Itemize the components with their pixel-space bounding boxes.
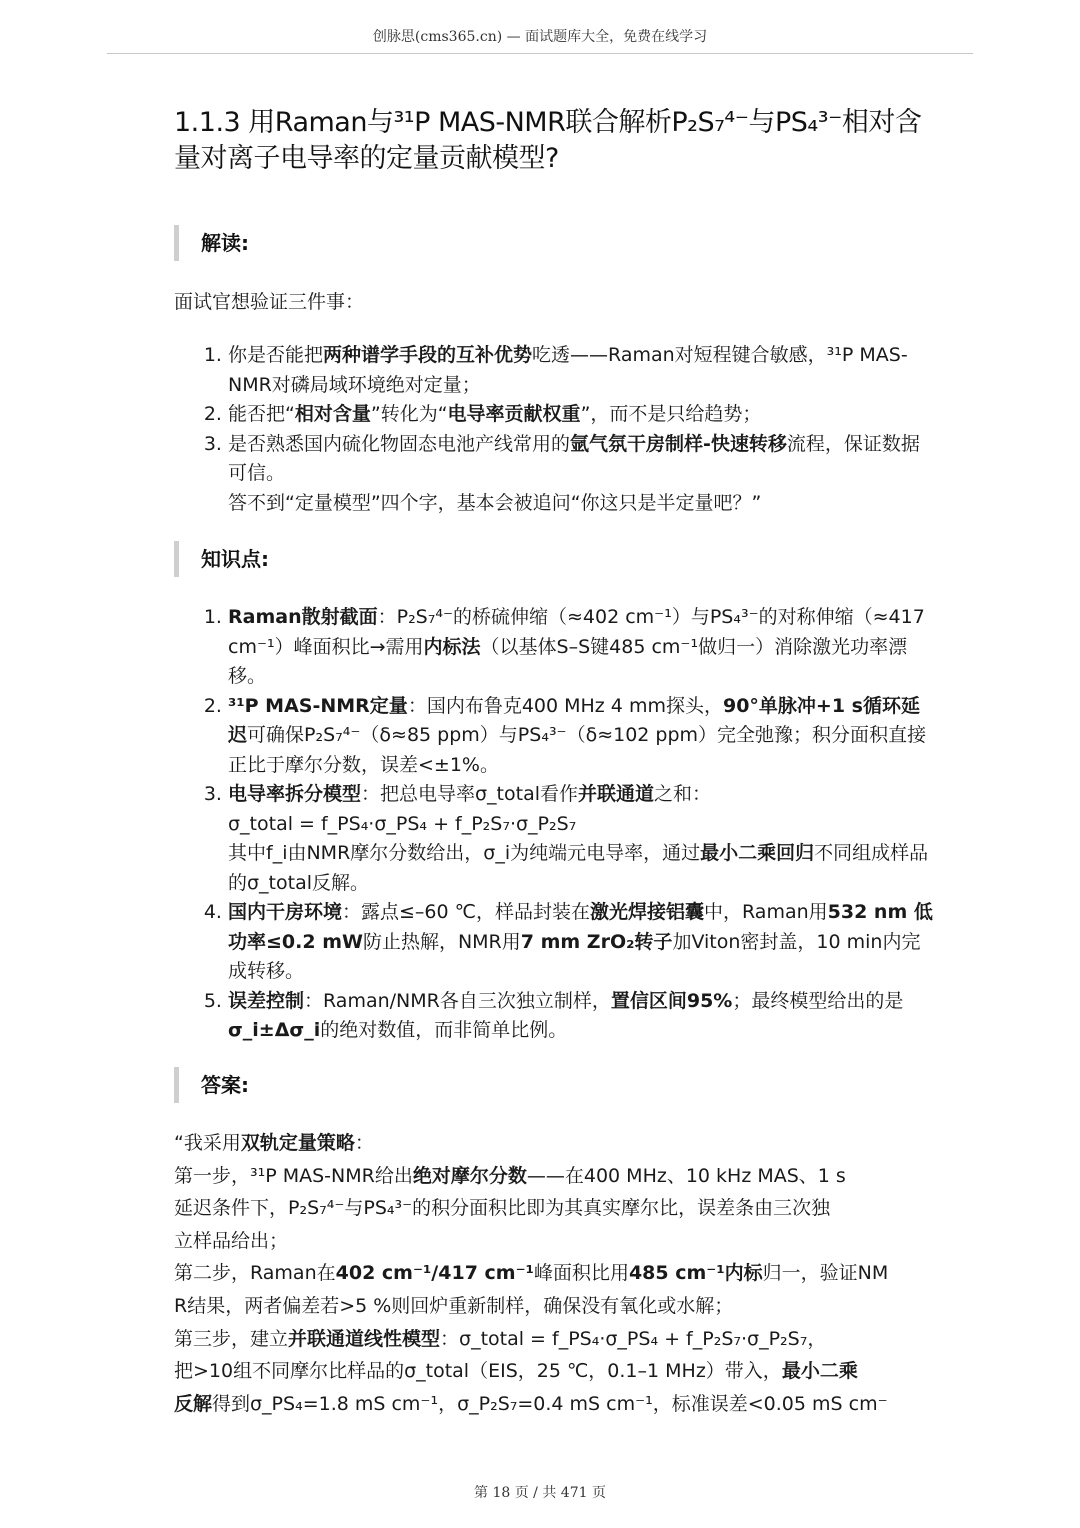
list-item: 1. 你是否能把两种谱学手段的互补优势吃透——Raman对短程键合敏感，³¹P MAS-NMR对磷局域环境绝对定量； (228, 341, 938, 400)
answer-body (174, 1127, 934, 1420)
document-body (174, 105, 934, 1415)
page-header: 创脉思(cms365.cn) — 面试题库大全，免费在线学习 (372, 29, 708, 45)
answer-line: R结果，两者偏差若>5 %则回炉重新制样，确保没有氧化或水解； (174, 1294, 734, 1317)
page-number: 第 18 页 / 共 471 页 (474, 1485, 606, 1501)
list-item: 2. ³¹P MAS-NMR定量：国内布鲁克400 MHz 4 mm探头，90°单脉冲+1 s循环延迟可确保P₂S₇⁴⁻（δ≈85 ppm）与PS₄³⁻（δ≈102 ppm）完全弛豫；积分面积直接正比于摩尔分数，误差<±1%。 (228, 692, 938, 781)
list-item: 4. 国内干房环境：露点≤–60 ℃，样品封装在激光焊接铝囊中，Raman用532 nm 低功率≤0.2 mW防止热解，NMR用7 mm ZrO₂转子加Viton密封盖，10 min内完成转移。 (228, 898, 938, 987)
section-heading-interpretation: 解读: (174, 225, 249, 261)
question-title: 1.1.3 用Raman与³¹P MAS-NMR联合解析P₂S₇⁴⁻与PS₄³⁻相对含量对离子电导率的定量贡献模型? (174, 107, 922, 174)
interpretation-list (174, 341, 938, 518)
knowledge-list (174, 603, 938, 1046)
header-divider (107, 53, 973, 54)
list-item: 1. Raman散射截面：P₂S₇⁴⁻的桥硫伸缩（≈402 cm⁻¹）与PS₄³⁻的对称伸缩（≈417 cm⁻¹）峰面积比→需用内标法（以基体S–S键485 cm⁻¹做归一）消除激光功率漂移。 (228, 603, 938, 692)
answer-line: 第二步，Raman在402 cm⁻¹/417 cm⁻¹峰面积比用485 cm⁻¹内标归一，验证NM (174, 1262, 889, 1285)
answer-line: 第一步，³¹P MAS-NMR给出绝对摩尔分数——在400 MHz、10 kHz MAS、1 s (174, 1164, 846, 1187)
answer-line: 把>10组不同摩尔比样品的σ_total（EIS，25 ℃，0.1–1 MHz）带入，最小二乘 (174, 1360, 858, 1383)
list-item: 3. 是否熟悉国内硫化物固态电池产线常用的氩气氛干房制样-快速转移流程，保证数据可信。 答不到“定量模型”四个字，基本会被追问“你这只是半定量吧？” (228, 430, 938, 519)
section-heading-answer: 答案: (174, 1067, 249, 1103)
interpretation-intro: 面试官想验证三件事： (174, 291, 365, 313)
answer-line: 第三步，建立并联通道线性模型：σ_total = f_PS₄·σ_PS₄ + f_P₂S₇·σ_P₂S₇， (174, 1327, 827, 1350)
list-item: 2. 能否把“相对含量”转化为“电导率贡献权重”，而不是只给趋势； (228, 400, 938, 430)
section-heading-knowledge: 知识点: (174, 541, 269, 577)
answer-line: 延迟条件下，P₂S₇⁴⁻与PS₄³⁻的积分面积比即为其真实摩尔比，误差条由三次独 (174, 1197, 831, 1220)
answer-line: “我采用双轨定量策略： (174, 1132, 374, 1154)
conductivity-formula: σ_total = f_PS₄·σ_PS₄ + f_P₂S₇·σ_P₂S₇ (228, 812, 577, 835)
answer-line: 立样品给出； (174, 1229, 289, 1252)
list-item: 3. 电导率拆分模型：把总电导率σ_total看作并联通道之和： σ_total = f_PS₄·σ_PS₄ + f_P₂S₇·σ_P₂S₇ 其中f_i由NMR摩尔分数给出，σ_i为纯端元电导率，通过最小二乘回归不同组成样品的σ_total反解。 (228, 780, 938, 898)
answer-line: 反解得到σ_PS₄=1.8 mS cm⁻¹，σ_P₂S₇=0.4 mS cm⁻¹，标准误差<0.05 mS cm⁻ (174, 1392, 888, 1415)
list-item: 5. 误差控制：Raman/NMR各自三次独立制样，置信区间95%；最终模型给出的是σ_i±Δσ_i的绝对数值，而非简单比例。 (228, 987, 938, 1046)
